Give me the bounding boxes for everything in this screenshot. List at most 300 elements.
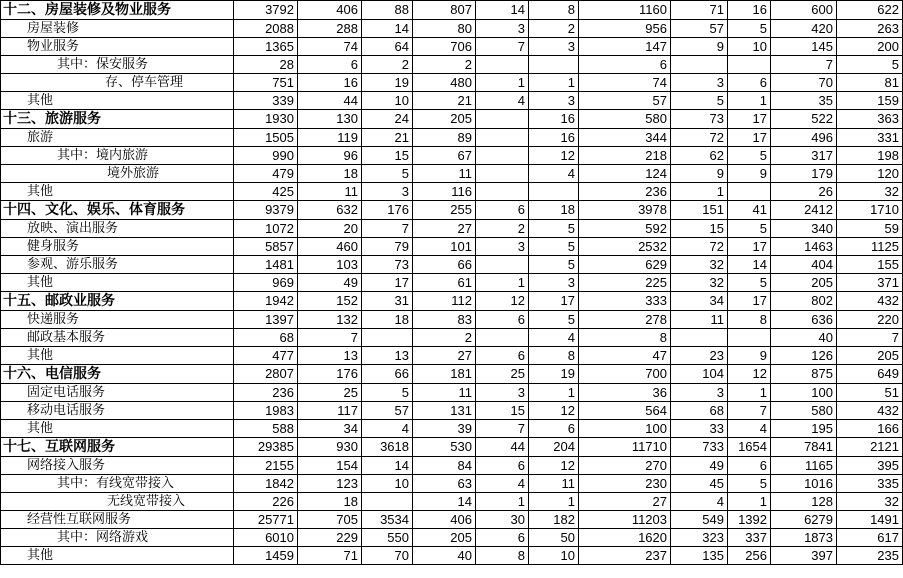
value-cell: 7	[362, 220, 413, 238]
value-cell: 397	[771, 547, 837, 565]
value-cell: 13	[362, 347, 413, 365]
value-cell: 3534	[362, 511, 413, 529]
value-cell: 181	[413, 365, 476, 384]
value-cell: 9	[728, 165, 771, 183]
value-cell: 62	[671, 147, 728, 165]
value-cell: 27	[579, 493, 671, 511]
value-cell: 112	[413, 292, 476, 311]
value-cell: 166	[837, 420, 903, 438]
value-cell: 159	[837, 92, 903, 110]
value-cell: 64	[362, 38, 413, 56]
table-row	[1, 147, 903, 165]
value-cell: 155	[837, 256, 903, 274]
value-cell: 73	[362, 256, 413, 274]
value-cell: 26	[771, 183, 837, 201]
value-cell: 420	[771, 20, 837, 38]
value-cell: 80	[413, 20, 476, 38]
value-cell: 1	[476, 274, 529, 292]
value-cell: 1	[671, 183, 728, 201]
value-cell: 30	[476, 511, 529, 529]
value-cell: 6	[476, 201, 529, 220]
value-cell: 2088	[234, 20, 298, 38]
value-cell: 1	[529, 493, 579, 511]
value-cell	[476, 56, 529, 74]
value-cell: 132	[298, 311, 362, 329]
value-cell: 5	[728, 475, 771, 493]
value-cell: 807	[413, 1, 476, 20]
value-cell: 49	[298, 274, 362, 292]
value-cell: 1165	[771, 457, 837, 475]
value-cell: 10	[362, 475, 413, 493]
value-cell: 229	[298, 529, 362, 547]
value-cell: 34	[671, 292, 728, 311]
value-cell: 8	[728, 311, 771, 329]
value-cell: 1459	[234, 547, 298, 565]
value-cell: 17	[728, 238, 771, 256]
value-cell: 12	[529, 457, 579, 475]
value-cell: 32	[671, 256, 728, 274]
value-cell: 49	[671, 457, 728, 475]
table-row	[1, 20, 903, 38]
row-label: 物业服务	[1, 38, 234, 56]
value-cell: 200	[837, 38, 903, 56]
value-cell: 4	[476, 475, 529, 493]
value-cell: 802	[771, 292, 837, 311]
value-cell: 270	[579, 457, 671, 475]
value-cell: 649	[837, 365, 903, 384]
value-cell: 1710	[837, 201, 903, 220]
value-cell: 10	[529, 547, 579, 565]
value-cell: 27	[413, 347, 476, 365]
value-cell: 176	[362, 201, 413, 220]
value-cell: 2	[529, 20, 579, 38]
value-cell: 50	[529, 529, 579, 547]
value-cell: 135	[671, 547, 728, 565]
row-label: 放映、演出服务	[1, 220, 234, 238]
value-cell: 179	[771, 165, 837, 183]
value-cell: 629	[579, 256, 671, 274]
row-label: 其他	[1, 347, 234, 365]
value-cell: 31	[362, 292, 413, 311]
value-cell: 236	[234, 384, 298, 402]
value-cell: 34	[298, 420, 362, 438]
value-cell: 7	[476, 420, 529, 438]
table-row	[1, 274, 903, 292]
value-cell: 1	[728, 493, 771, 511]
value-cell: 2532	[579, 238, 671, 256]
row-label: 无线宽带接入	[1, 493, 234, 511]
value-cell: 11	[413, 384, 476, 402]
row-label: 其他	[1, 420, 234, 438]
value-cell: 6	[728, 74, 771, 92]
value-cell: 6	[579, 56, 671, 74]
value-cell: 3	[362, 183, 413, 201]
value-cell: 71	[298, 547, 362, 565]
value-cell: 88	[362, 1, 413, 20]
value-cell: 236	[579, 183, 671, 201]
value-cell: 255	[413, 201, 476, 220]
value-cell: 1072	[234, 220, 298, 238]
value-cell: 20	[298, 220, 362, 238]
value-cell: 1392	[728, 511, 771, 529]
value-cell: 339	[234, 92, 298, 110]
value-cell: 8	[476, 547, 529, 565]
value-cell: 6279	[771, 511, 837, 529]
value-cell: 123	[298, 475, 362, 493]
value-cell: 288	[298, 20, 362, 38]
value-cell: 116	[413, 183, 476, 201]
value-cell	[671, 56, 728, 74]
table-body	[1, 1, 903, 565]
value-cell: 33	[671, 420, 728, 438]
value-cell: 5	[362, 384, 413, 402]
value-cell: 404	[771, 256, 837, 274]
value-cell: 5	[529, 238, 579, 256]
value-cell: 3	[671, 74, 728, 92]
value-cell: 705	[298, 511, 362, 529]
value-cell: 12	[476, 292, 529, 311]
value-cell: 72	[671, 238, 728, 256]
value-cell: 580	[771, 402, 837, 420]
value-cell: 32	[671, 274, 728, 292]
value-cell: 15	[671, 220, 728, 238]
value-cell: 4	[671, 493, 728, 511]
value-cell: 15	[476, 402, 529, 420]
value-cell: 6	[476, 347, 529, 365]
value-cell: 154	[298, 457, 362, 475]
value-cell: 333	[579, 292, 671, 311]
value-cell: 344	[579, 129, 671, 147]
value-cell: 68	[671, 402, 728, 420]
value-cell: 2412	[771, 201, 837, 220]
table-row	[1, 402, 903, 420]
table-row	[1, 38, 903, 56]
value-cell: 32	[837, 183, 903, 201]
table-row	[1, 256, 903, 274]
value-cell: 6	[476, 457, 529, 475]
value-cell: 496	[771, 129, 837, 147]
value-cell: 21	[413, 92, 476, 110]
value-cell: 632	[298, 201, 362, 220]
value-cell: 14	[728, 256, 771, 274]
table-row	[1, 547, 903, 565]
value-cell: 120	[837, 165, 903, 183]
section-row	[1, 365, 903, 384]
value-cell: 5	[529, 311, 579, 329]
value-cell: 5	[529, 256, 579, 274]
value-cell	[476, 147, 529, 165]
row-label: 其中：网络游戏	[1, 529, 234, 547]
value-cell: 3	[476, 20, 529, 38]
value-cell: 549	[671, 511, 728, 529]
value-cell: 2	[413, 56, 476, 74]
value-cell: 6010	[234, 529, 298, 547]
value-cell: 19	[362, 74, 413, 92]
table-row	[1, 329, 903, 347]
value-cell: 237	[579, 547, 671, 565]
value-cell: 564	[579, 402, 671, 420]
value-cell: 230	[579, 475, 671, 493]
value-cell: 5	[671, 92, 728, 110]
value-cell: 460	[298, 238, 362, 256]
value-cell: 14	[362, 20, 413, 38]
value-cell: 278	[579, 311, 671, 329]
value-cell: 1654	[728, 438, 771, 457]
value-cell: 205	[413, 110, 476, 129]
value-cell: 18	[298, 165, 362, 183]
value-cell: 477	[234, 347, 298, 365]
row-label: 境外旅游	[1, 165, 234, 183]
value-cell: 17	[529, 292, 579, 311]
value-cell: 40	[771, 329, 837, 347]
value-cell: 706	[413, 38, 476, 56]
table-row	[1, 384, 903, 402]
row-label: 其他	[1, 274, 234, 292]
value-cell: 10	[728, 38, 771, 56]
value-cell	[529, 56, 579, 74]
value-cell: 331	[837, 129, 903, 147]
row-label: 固定电话服务	[1, 384, 234, 402]
value-cell: 66	[362, 365, 413, 384]
value-cell: 636	[771, 311, 837, 329]
table-row	[1, 220, 903, 238]
value-cell: 371	[837, 274, 903, 292]
value-cell: 11203	[579, 511, 671, 529]
value-cell: 176	[298, 365, 362, 384]
value-cell: 11	[413, 165, 476, 183]
value-cell: 406	[413, 511, 476, 529]
value-cell: 1942	[234, 292, 298, 311]
value-cell: 205	[837, 347, 903, 365]
value-cell: 5	[728, 220, 771, 238]
value-cell: 73	[671, 110, 728, 129]
row-label: 邮政基本服务	[1, 329, 234, 347]
section-row	[1, 201, 903, 220]
value-cell: 263	[837, 20, 903, 38]
table-row	[1, 457, 903, 475]
value-cell: 147	[579, 38, 671, 56]
row-label: 其他	[1, 183, 234, 201]
value-cell: 2	[362, 56, 413, 74]
section-label: 十二、房屋装修及物业服务	[1, 1, 234, 20]
value-cell	[362, 329, 413, 347]
value-cell: 16	[529, 129, 579, 147]
value-cell: 70	[362, 547, 413, 565]
value-cell: 256	[728, 547, 771, 565]
value-cell: 8	[579, 329, 671, 347]
value-cell: 74	[579, 74, 671, 92]
value-cell	[476, 329, 529, 347]
value-cell: 61	[413, 274, 476, 292]
value-cell: 81	[837, 74, 903, 92]
value-cell: 3	[529, 38, 579, 56]
table-row	[1, 511, 903, 529]
row-label: 健身服务	[1, 238, 234, 256]
value-cell: 29385	[234, 438, 298, 457]
value-cell	[476, 129, 529, 147]
value-cell: 395	[837, 457, 903, 475]
value-cell: 130	[298, 110, 362, 129]
value-cell	[671, 329, 728, 347]
section-label: 十五、邮政业服务	[1, 292, 234, 311]
row-label: 其中：保安服务	[1, 56, 234, 74]
value-cell: 1620	[579, 529, 671, 547]
value-cell: 145	[771, 38, 837, 56]
value-cell: 3	[476, 238, 529, 256]
value-cell: 3792	[234, 1, 298, 20]
value-cell	[728, 183, 771, 201]
value-cell: 6	[529, 420, 579, 438]
table-row	[1, 347, 903, 365]
value-cell: 74	[298, 38, 362, 56]
value-cell: 317	[771, 147, 837, 165]
value-cell: 17	[362, 274, 413, 292]
value-cell: 2155	[234, 457, 298, 475]
value-cell: 1930	[234, 110, 298, 129]
value-cell: 480	[413, 74, 476, 92]
value-cell: 226	[234, 493, 298, 511]
value-cell: 79	[362, 238, 413, 256]
value-cell: 337	[728, 529, 771, 547]
value-cell: 5	[362, 165, 413, 183]
value-cell: 580	[579, 110, 671, 129]
value-cell: 63	[413, 475, 476, 493]
value-cell: 14	[362, 457, 413, 475]
value-cell: 335	[837, 475, 903, 493]
value-cell: 4	[362, 420, 413, 438]
value-cell: 1	[476, 493, 529, 511]
value-cell: 323	[671, 529, 728, 547]
value-cell: 1	[728, 384, 771, 402]
section-row	[1, 292, 903, 311]
value-cell: 67	[413, 147, 476, 165]
value-cell: 9	[728, 347, 771, 365]
value-cell: 875	[771, 365, 837, 384]
value-cell: 8	[529, 347, 579, 365]
row-label: 移动电话服务	[1, 402, 234, 420]
value-cell: 152	[298, 292, 362, 311]
value-cell: 930	[298, 438, 362, 457]
value-cell: 100	[579, 420, 671, 438]
value-cell: 11	[671, 311, 728, 329]
value-cell: 4	[529, 329, 579, 347]
value-cell: 530	[413, 438, 476, 457]
row-label: 旅游	[1, 129, 234, 147]
value-cell: 12	[529, 147, 579, 165]
value-cell: 103	[298, 256, 362, 274]
value-cell: 131	[413, 402, 476, 420]
row-label: 房屋装修	[1, 20, 234, 38]
value-cell: 990	[234, 147, 298, 165]
value-cell: 18	[298, 493, 362, 511]
value-cell: 24	[362, 110, 413, 129]
value-cell: 9	[671, 165, 728, 183]
value-cell: 16	[298, 74, 362, 92]
value-cell: 41	[728, 201, 771, 220]
table-row	[1, 183, 903, 201]
value-cell: 3	[476, 384, 529, 402]
table-row	[1, 92, 903, 110]
value-cell: 9379	[234, 201, 298, 220]
value-cell: 117	[298, 402, 362, 420]
value-cell: 4	[529, 165, 579, 183]
value-cell: 3	[529, 274, 579, 292]
value-cell: 5	[837, 56, 903, 74]
value-cell: 1481	[234, 256, 298, 274]
value-cell: 11	[298, 183, 362, 201]
value-cell: 72	[671, 129, 728, 147]
section-label: 十七、互联网服务	[1, 438, 234, 457]
value-cell: 13	[298, 347, 362, 365]
value-cell: 57	[671, 20, 728, 38]
value-cell: 2	[413, 329, 476, 347]
value-cell: 7	[728, 402, 771, 420]
value-cell: 36	[579, 384, 671, 402]
value-cell: 1	[728, 92, 771, 110]
value-cell: 432	[837, 292, 903, 311]
value-cell: 124	[579, 165, 671, 183]
value-cell: 218	[579, 147, 671, 165]
row-label: 快递服务	[1, 311, 234, 329]
value-cell: 205	[413, 529, 476, 547]
value-cell: 71	[671, 1, 728, 20]
value-cell: 1	[476, 74, 529, 92]
value-cell: 622	[837, 1, 903, 20]
value-cell: 1016	[771, 475, 837, 493]
value-cell: 17	[728, 292, 771, 311]
value-cell: 11710	[579, 438, 671, 457]
value-cell: 1842	[234, 475, 298, 493]
table-row	[1, 129, 903, 147]
value-cell: 27	[413, 220, 476, 238]
value-cell: 1	[529, 74, 579, 92]
value-cell	[476, 256, 529, 274]
value-cell: 11	[529, 475, 579, 493]
value-cell: 40	[413, 547, 476, 565]
value-cell: 5	[728, 147, 771, 165]
row-label: 其他	[1, 547, 234, 565]
value-cell: 2121	[837, 438, 903, 457]
value-cell: 7841	[771, 438, 837, 457]
value-cell: 550	[362, 529, 413, 547]
value-cell: 10	[362, 92, 413, 110]
value-cell: 8	[529, 1, 579, 20]
value-cell: 59	[837, 220, 903, 238]
value-cell: 7	[298, 329, 362, 347]
row-label: 其中：境内旅游	[1, 147, 234, 165]
value-cell: 89	[413, 129, 476, 147]
value-cell: 25	[298, 384, 362, 402]
value-cell: 235	[837, 547, 903, 565]
value-cell	[476, 183, 529, 201]
table-row	[1, 165, 903, 183]
value-cell: 2807	[234, 365, 298, 384]
section-row	[1, 110, 903, 129]
value-cell: 66	[413, 256, 476, 274]
value-cell: 733	[671, 438, 728, 457]
value-cell: 16	[728, 1, 771, 20]
value-cell: 5	[529, 220, 579, 238]
value-cell: 57	[362, 402, 413, 420]
table-row	[1, 311, 903, 329]
value-cell: 425	[234, 183, 298, 201]
value-cell: 7	[476, 38, 529, 56]
table-row	[1, 74, 903, 92]
value-cell: 101	[413, 238, 476, 256]
table-row	[1, 475, 903, 493]
table-row	[1, 493, 903, 511]
value-cell: 195	[771, 420, 837, 438]
